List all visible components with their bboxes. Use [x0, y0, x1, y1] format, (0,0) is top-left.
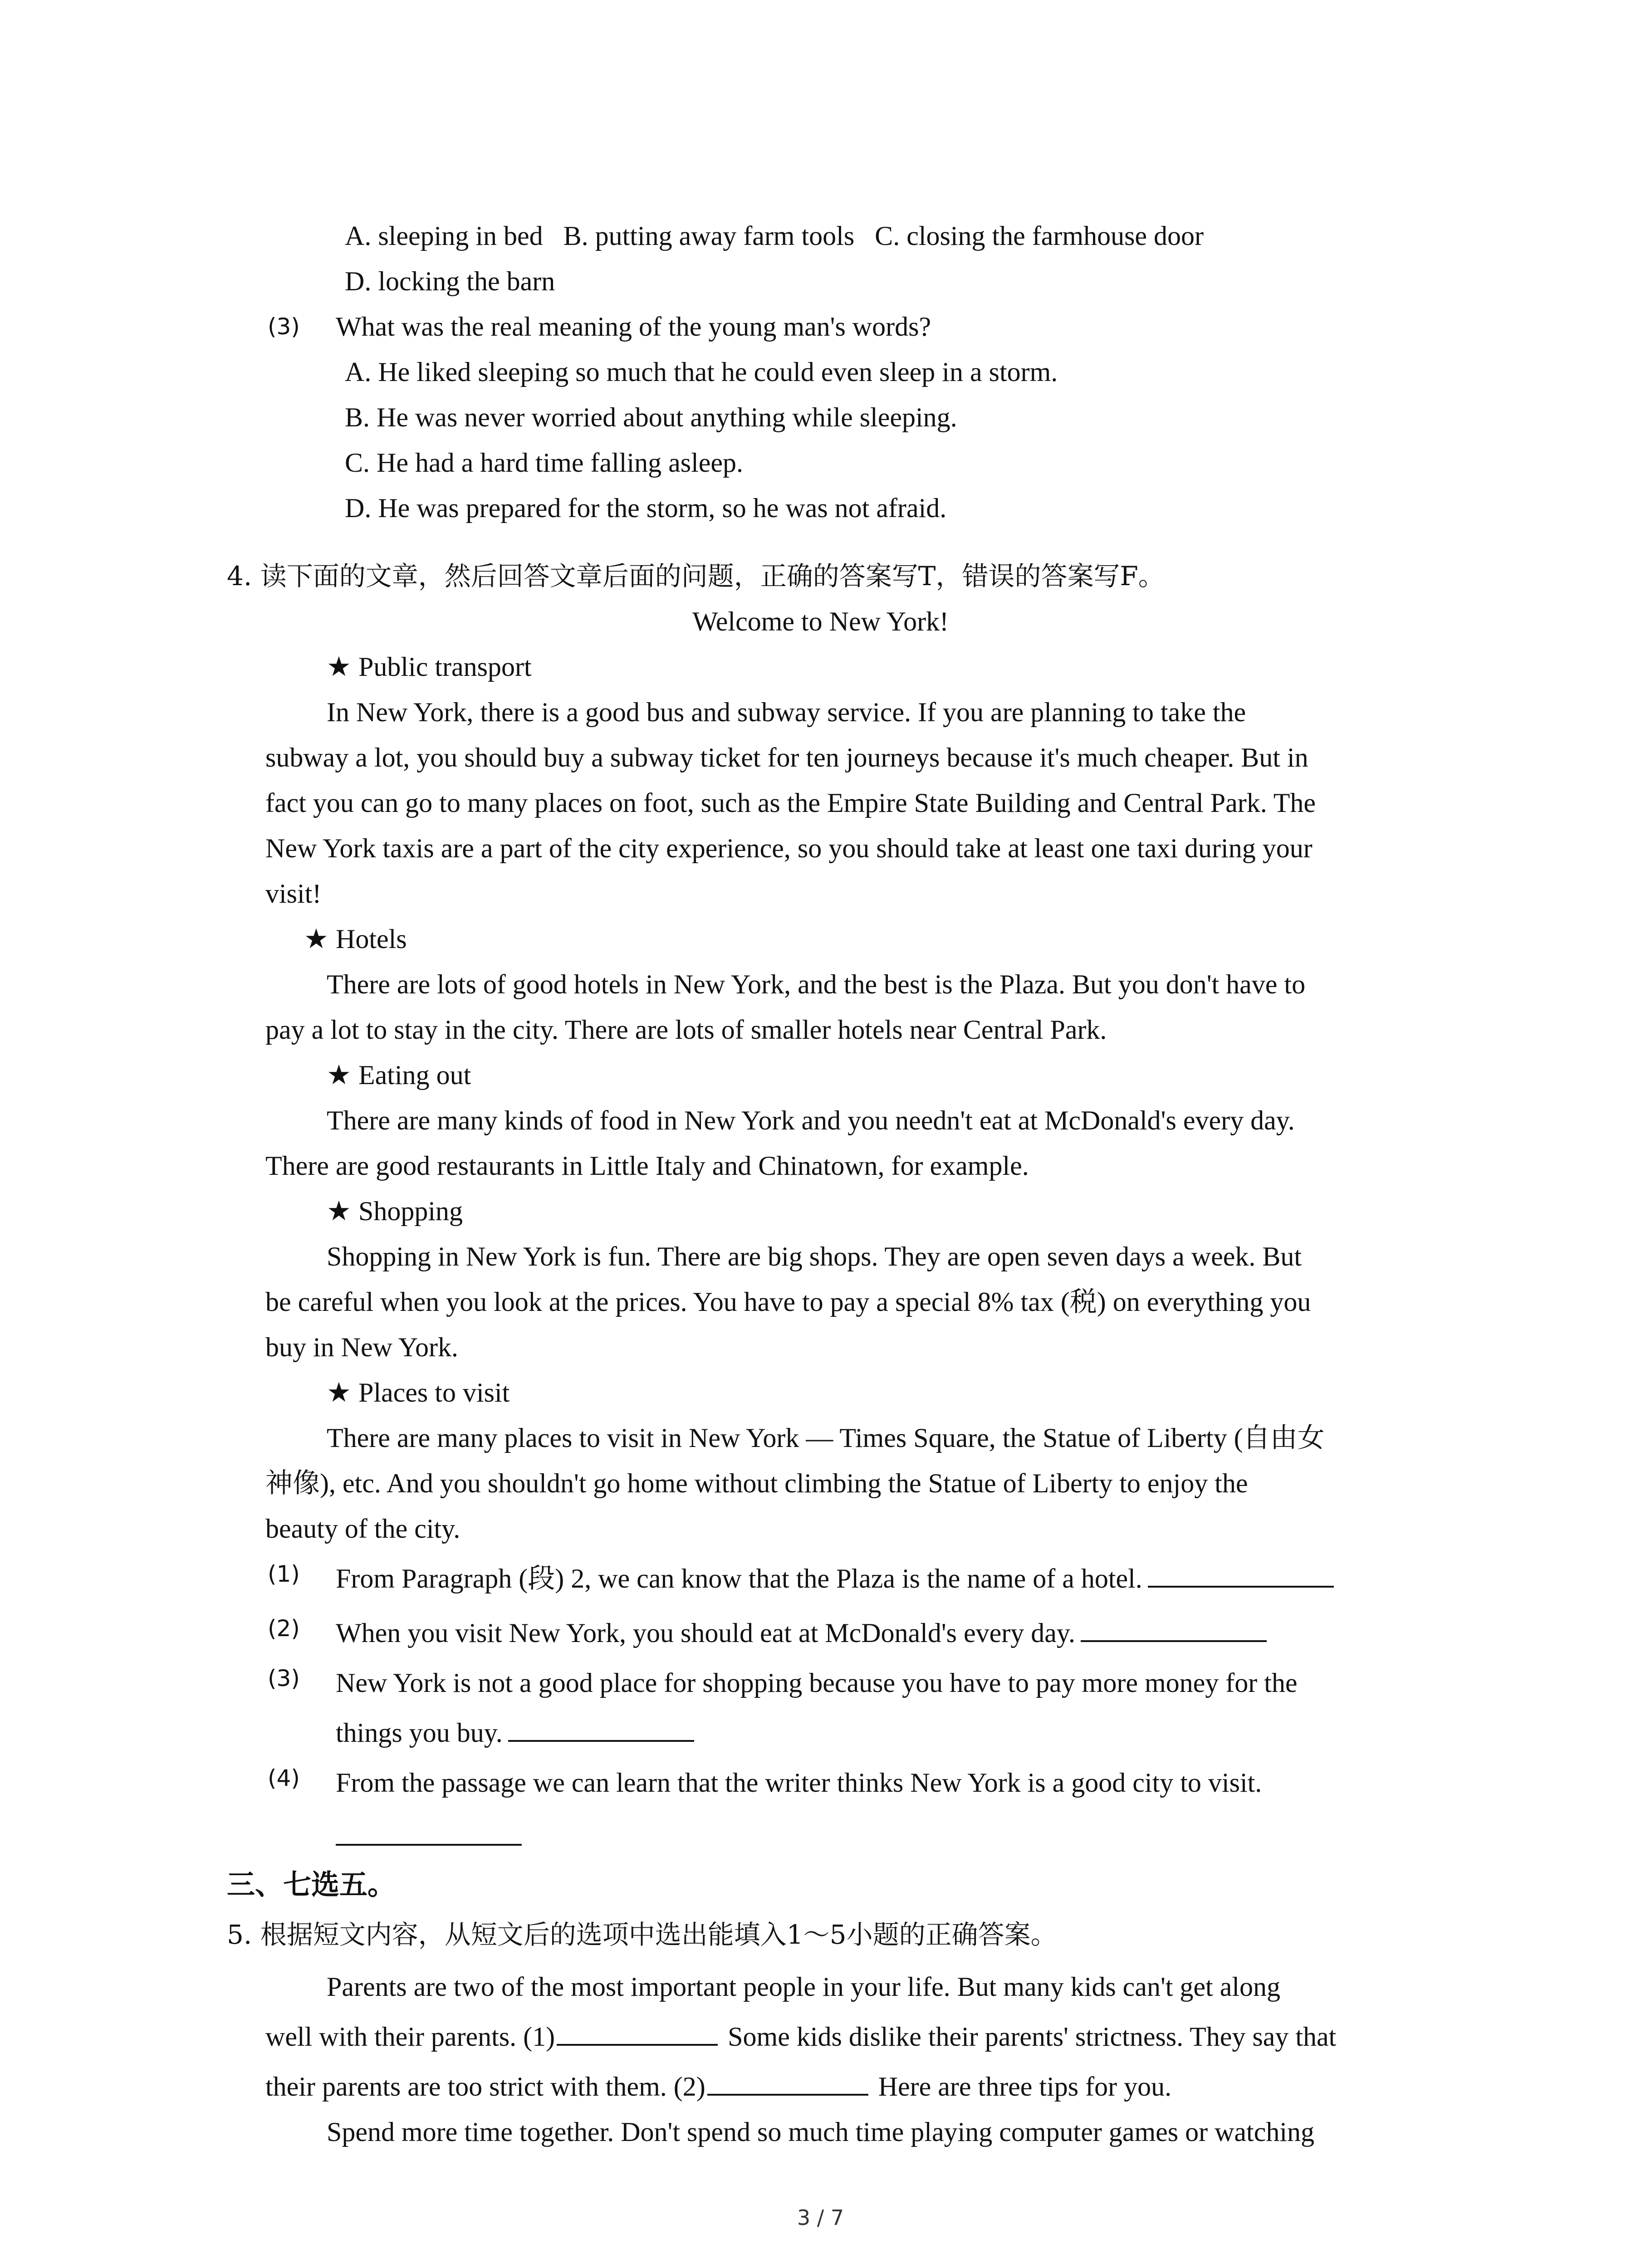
- answer-blank[interactable]: [508, 1713, 694, 1742]
- heading-text: Eating out: [358, 1060, 471, 1090]
- q4-p4-line2: be careful when you look at the prices. You have to pay a special 8% tax (税) on everything you: [265, 1287, 1311, 1317]
- q4-p4-line3: buy in New York.: [265, 1332, 459, 1362]
- q4-p2-line2: pay a lot to stay in the city. There are lots of smaller hotels near Central Park.: [265, 1015, 1107, 1045]
- q5-line3: [265, 2064, 1171, 2109]
- star-icon: ★: [327, 1196, 351, 1226]
- q4-s2-number: (2): [268, 1615, 300, 1642]
- q4-heading-shopping: [327, 1188, 463, 1234]
- q3-sub3-option-d: D. He was prepared for the storm, so he was not afraid.: [345, 493, 947, 523]
- q3-sub3-number: (3): [268, 313, 300, 340]
- q4-statement-3-line2: [336, 1710, 694, 1755]
- q5-instruction: 5. 根据短文内容，从短文后的选项中选出能填入1～5小题的正确答案。: [227, 1919, 1057, 1950]
- q3-sub2-option-b: B. putting away farm tools: [563, 221, 855, 251]
- q4-instruction: 4. 读下面的文章，然后回答文章后面的问题，正确的答案写T，错误的答案写F。: [227, 561, 1165, 591]
- q4-p5-line2: 神像), etc. And you shouldn't go home without climbing the Statue of Liberty to enjoy the: [265, 1468, 1248, 1498]
- q5-line1: Parents are two of the most important people in your life. But many kids can't get along: [327, 1972, 1281, 2002]
- q4-s4-number: (4): [268, 1765, 300, 1791]
- q4-p1-line5: visit!: [265, 879, 322, 909]
- answer-blank[interactable]: [1081, 1613, 1267, 1642]
- q4-heading-hotels: [304, 916, 407, 962]
- q4-statement-4: From the passage we can learn that the writer thinks New York is a good city to visit.: [336, 1768, 1262, 1798]
- passage-text: well with their parents. (1): [265, 2022, 555, 2052]
- heading-text: Places to visit: [358, 1378, 510, 1408]
- page-number: 3 / 7: [797, 2205, 844, 2230]
- star-icon: ★: [327, 1378, 351, 1408]
- q4-statement-1: [336, 1556, 1334, 1601]
- statement-text: From Paragraph (段) 2, we can know that the Plaza is the name of a hotel.: [336, 1564, 1142, 1593]
- q3-sub3-question: What was the real meaning of the young man's words?: [336, 312, 931, 342]
- q3-sub3-option-c: C. He had a hard time falling asleep.: [345, 448, 744, 478]
- q3-sub2-option-d: D. locking the barn: [345, 266, 555, 296]
- q4-p1-line1: In New York, there is a good bus and subway service. If you are planning to take the: [327, 697, 1246, 727]
- q4-p1-line2: subway a lot, you should buy a subway ticket for ten journeys because it's much cheaper. But in: [265, 743, 1308, 772]
- q4-p3-line1: There are many kinds of food in New York and you needn't eat at McDonald's every day.: [327, 1105, 1295, 1135]
- answer-blank-1[interactable]: [557, 2017, 718, 2046]
- heading-text: Hotels: [336, 924, 407, 954]
- heading-text: Public transport: [358, 652, 532, 682]
- q4-passage-title: Welcome to New York!: [692, 606, 949, 636]
- q4-p2-line1: There are lots of good hotels in New York, and the best is the Plaza. But you don't have to: [327, 969, 1306, 999]
- q5-line4: Spend more time together. Don't spend so much time playing computer games or watching: [327, 2117, 1315, 2147]
- q4-s1-number: (1): [268, 1561, 300, 1587]
- q4-p1-line4: New York taxis are a part of the city experience, so you should take at least one taxi during your: [265, 833, 1313, 863]
- answer-blank[interactable]: [1148, 1559, 1334, 1588]
- q3-sub2-option-a: A. sleeping in bed: [345, 221, 543, 251]
- q4-heading-eating-out: [327, 1052, 471, 1098]
- q4-p5-line1: There are many places to visit in New York — Times Square, the Statue of Liberty (自由女: [327, 1423, 1325, 1453]
- q4-p5-line3: beauty of the city.: [265, 1514, 460, 1544]
- statement-text: When you visit New York, you should eat at McDonald's every day.: [336, 1618, 1075, 1648]
- q4-p4-line1: Shopping in New York is fun. There are big shops. They are open seven days a week. But: [327, 1242, 1302, 1271]
- answer-blank-2[interactable]: [707, 2067, 868, 2096]
- passage-text: Here are three tips for you.: [878, 2072, 1172, 2102]
- q4-s3-number: (3): [268, 1665, 300, 1691]
- q4-heading-public-transport: [327, 644, 532, 689]
- q4-p1-line3: fact you can go to many places on foot, such as the Empire State Building and Central Park. The: [265, 788, 1316, 818]
- answer-blank[interactable]: [336, 1844, 522, 1846]
- q3-sub3-option-a: A. He liked sleeping so much that he could even sleep in a storm.: [345, 357, 1058, 387]
- statement-text: things you buy.: [336, 1718, 503, 1748]
- q3-sub2-option-c: C. closing the farmhouse door: [875, 221, 1204, 251]
- q4-heading-places: [327, 1370, 509, 1415]
- q3-sub2-options-row: [345, 213, 1204, 259]
- q4-p3-line2: There are good restaurants in Little Italy and Chinatown, for example.: [265, 1151, 1029, 1181]
- q4-statement-3-line1: New York is not a good place for shopping because you have to pay more money for the: [336, 1668, 1298, 1698]
- section-heading: 三、七选五。: [227, 1868, 396, 1901]
- star-icon: ★: [327, 1060, 351, 1090]
- passage-text: their parents are too strict with them. (2): [265, 2072, 705, 2102]
- passage-text: Some kids dislike their parents' strictness. They say that: [728, 2022, 1337, 2052]
- q4-statement-2: [336, 1610, 1267, 1656]
- heading-text: Shopping: [358, 1196, 463, 1226]
- q3-sub3-option-b: B. He was never worried about anything while sleeping.: [345, 402, 957, 432]
- star-icon: ★: [327, 652, 351, 682]
- star-icon: ★: [304, 924, 328, 954]
- q5-line2: [265, 2014, 1336, 2059]
